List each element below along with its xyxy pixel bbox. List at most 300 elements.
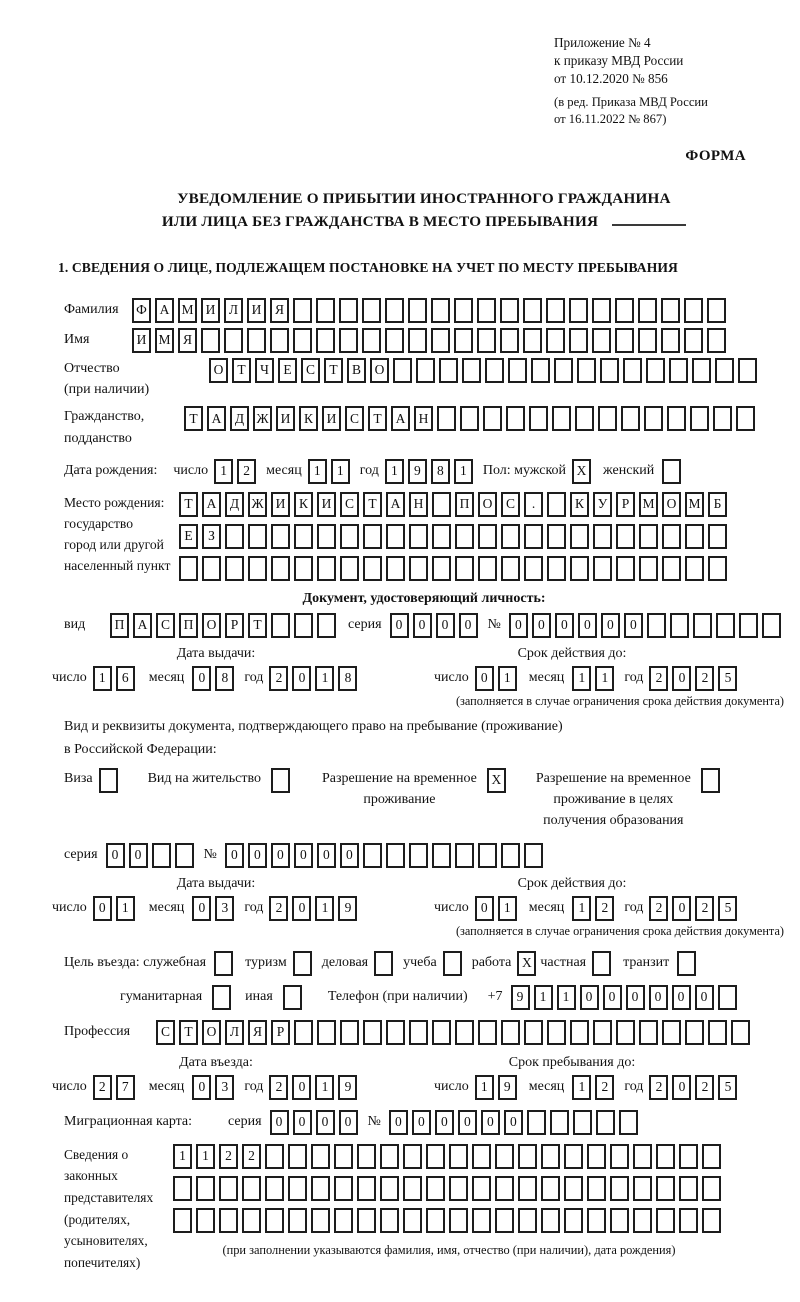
- char-box[interactable]: [570, 1020, 589, 1045]
- char-box[interactable]: [501, 556, 520, 581]
- char-box[interactable]: [500, 298, 519, 323]
- char-box[interactable]: 2: [649, 1075, 668, 1100]
- char-box[interactable]: 1: [595, 666, 614, 691]
- char-box[interactable]: М: [155, 328, 174, 353]
- sex-female-checkbox[interactable]: [662, 459, 681, 484]
- char-box[interactable]: [294, 613, 313, 638]
- char-box[interactable]: [175, 843, 194, 868]
- char-box[interactable]: [598, 406, 617, 431]
- char-box[interactable]: 0: [412, 1110, 431, 1135]
- char-box[interactable]: [362, 298, 381, 323]
- char-box[interactable]: А: [386, 492, 405, 517]
- char-box[interactable]: 1: [534, 985, 553, 1010]
- char-box[interactable]: [455, 556, 474, 581]
- char-box[interactable]: [518, 1144, 537, 1169]
- char-box[interactable]: Ф: [132, 298, 151, 323]
- char-box[interactable]: [311, 1208, 330, 1233]
- char-box[interactable]: 2: [269, 666, 288, 691]
- char-box[interactable]: [716, 613, 735, 638]
- char-box[interactable]: [478, 843, 497, 868]
- char-box[interactable]: [573, 1110, 592, 1135]
- char-box[interactable]: [685, 524, 704, 549]
- char-box[interactable]: И: [132, 328, 151, 353]
- char-box[interactable]: [439, 358, 458, 383]
- char-box[interactable]: [529, 406, 548, 431]
- char-box[interactable]: М: [685, 492, 704, 517]
- char-box[interactable]: [317, 613, 336, 638]
- char-box[interactable]: [449, 1144, 468, 1169]
- char-box[interactable]: [644, 406, 663, 431]
- char-box[interactable]: [386, 524, 405, 549]
- char-box[interactable]: [265, 1144, 284, 1169]
- char-box[interactable]: 0: [270, 1110, 289, 1135]
- char-box[interactable]: 2: [93, 1075, 112, 1100]
- char-box[interactable]: [550, 1110, 569, 1135]
- char-box[interactable]: [386, 843, 405, 868]
- char-box[interactable]: 0: [509, 613, 528, 638]
- char-box[interactable]: 5: [718, 666, 737, 691]
- char-box[interactable]: 2: [695, 666, 714, 691]
- char-box[interactable]: 9: [338, 1075, 357, 1100]
- char-box[interactable]: [707, 298, 726, 323]
- char-box[interactable]: [587, 1176, 606, 1201]
- char-box[interactable]: 1: [93, 666, 112, 691]
- char-box[interactable]: [656, 1176, 675, 1201]
- char-box[interactable]: [431, 328, 450, 353]
- char-box[interactable]: [610, 1208, 629, 1233]
- char-box[interactable]: [506, 406, 525, 431]
- visa-checkbox[interactable]: [99, 768, 118, 793]
- char-box[interactable]: [762, 613, 781, 638]
- char-box[interactable]: 2: [219, 1144, 238, 1169]
- char-box[interactable]: Л: [225, 1020, 244, 1045]
- char-box[interactable]: [524, 556, 543, 581]
- char-box[interactable]: [546, 328, 565, 353]
- char-box[interactable]: 0: [603, 985, 622, 1010]
- char-box[interactable]: [173, 1176, 192, 1201]
- char-box[interactable]: 5: [718, 1075, 737, 1100]
- char-box[interactable]: [564, 1208, 583, 1233]
- char-box[interactable]: [541, 1144, 560, 1169]
- char-box[interactable]: [600, 358, 619, 383]
- char-box[interactable]: Я: [270, 298, 289, 323]
- char-box[interactable]: [524, 524, 543, 549]
- char-box[interactable]: [242, 1208, 261, 1233]
- edu-residence-checkbox[interactable]: [701, 768, 720, 793]
- char-box[interactable]: [587, 1144, 606, 1169]
- char-box[interactable]: [478, 524, 497, 549]
- char-box[interactable]: [472, 1144, 491, 1169]
- char-box[interactable]: 1: [572, 896, 591, 921]
- char-box[interactable]: [478, 1020, 497, 1045]
- char-box[interactable]: [454, 298, 473, 323]
- char-box[interactable]: 5: [718, 896, 737, 921]
- char-box[interactable]: 0: [316, 1110, 335, 1135]
- char-box[interactable]: Т: [368, 406, 387, 431]
- char-box[interactable]: [633, 1176, 652, 1201]
- char-box[interactable]: [569, 298, 588, 323]
- char-box[interactable]: [531, 358, 550, 383]
- char-box[interactable]: [552, 406, 571, 431]
- char-box[interactable]: 1: [196, 1144, 215, 1169]
- char-box[interactable]: [616, 556, 635, 581]
- temp-residence-checkbox[interactable]: X: [487, 768, 506, 793]
- char-box[interactable]: [592, 298, 611, 323]
- char-box[interactable]: 0: [390, 613, 409, 638]
- char-box[interactable]: [334, 1144, 353, 1169]
- char-box[interactable]: [179, 556, 198, 581]
- char-box[interactable]: [485, 358, 504, 383]
- char-box[interactable]: [219, 1208, 238, 1233]
- char-box[interactable]: 0: [271, 843, 290, 868]
- char-box[interactable]: 1: [173, 1144, 192, 1169]
- char-box[interactable]: [265, 1176, 284, 1201]
- char-box[interactable]: [380, 1144, 399, 1169]
- char-box[interactable]: [316, 298, 335, 323]
- char-box[interactable]: [477, 328, 496, 353]
- purpose-transit-checkbox[interactable]: [677, 951, 696, 976]
- char-box[interactable]: К: [299, 406, 318, 431]
- char-box[interactable]: 1: [315, 896, 334, 921]
- char-box[interactable]: [393, 358, 412, 383]
- char-box[interactable]: [593, 1020, 612, 1045]
- char-box[interactable]: [495, 1176, 514, 1201]
- char-box[interactable]: [524, 843, 543, 868]
- char-box[interactable]: 0: [294, 843, 313, 868]
- char-box[interactable]: [340, 556, 359, 581]
- char-box[interactable]: [385, 328, 404, 353]
- char-box[interactable]: [669, 358, 688, 383]
- char-box[interactable]: У: [593, 492, 612, 517]
- char-box[interactable]: [271, 556, 290, 581]
- char-box[interactable]: 0: [292, 896, 311, 921]
- char-box[interactable]: М: [178, 298, 197, 323]
- char-box[interactable]: А: [202, 492, 221, 517]
- char-box[interactable]: 1: [498, 666, 517, 691]
- char-box[interactable]: 2: [695, 1075, 714, 1100]
- char-box[interactable]: [661, 298, 680, 323]
- char-box[interactable]: [271, 613, 290, 638]
- char-box[interactable]: [693, 613, 712, 638]
- char-box[interactable]: [547, 524, 566, 549]
- char-box[interactable]: [570, 524, 589, 549]
- char-box[interactable]: П: [179, 613, 198, 638]
- char-box[interactable]: [541, 1176, 560, 1201]
- char-box[interactable]: [547, 1020, 566, 1045]
- char-box[interactable]: [317, 556, 336, 581]
- char-box[interactable]: [357, 1176, 376, 1201]
- purpose-other-checkbox[interactable]: [283, 985, 302, 1010]
- char-box[interactable]: С: [345, 406, 364, 431]
- char-box[interactable]: 1: [308, 459, 327, 484]
- char-box[interactable]: О: [662, 492, 681, 517]
- char-box[interactable]: [495, 1144, 514, 1169]
- char-box[interactable]: [593, 556, 612, 581]
- char-box[interactable]: [684, 328, 703, 353]
- char-box[interactable]: А: [133, 613, 152, 638]
- char-box[interactable]: [317, 524, 336, 549]
- purpose-study-checkbox[interactable]: [443, 951, 462, 976]
- char-box[interactable]: [334, 1208, 353, 1233]
- char-box[interactable]: [524, 1020, 543, 1045]
- char-box[interactable]: [431, 298, 450, 323]
- char-box[interactable]: [340, 524, 359, 549]
- char-box[interactable]: [294, 556, 313, 581]
- char-box[interactable]: [731, 1020, 750, 1045]
- char-box[interactable]: 0: [292, 666, 311, 691]
- char-box[interactable]: [455, 843, 474, 868]
- char-box[interactable]: [196, 1176, 215, 1201]
- char-box[interactable]: [317, 1020, 336, 1045]
- char-box[interactable]: О: [202, 613, 221, 638]
- char-box[interactable]: В: [347, 358, 366, 383]
- char-box[interactable]: Б: [708, 492, 727, 517]
- char-box[interactable]: [219, 1176, 238, 1201]
- char-box[interactable]: [713, 406, 732, 431]
- char-box[interactable]: 9: [408, 459, 427, 484]
- char-box[interactable]: 0: [624, 613, 643, 638]
- char-box[interactable]: [564, 1176, 583, 1201]
- char-box[interactable]: [569, 328, 588, 353]
- char-box[interactable]: Т: [324, 358, 343, 383]
- char-box[interactable]: И: [322, 406, 341, 431]
- char-box[interactable]: [546, 298, 565, 323]
- char-box[interactable]: 2: [269, 1075, 288, 1100]
- char-box[interactable]: Л: [224, 298, 243, 323]
- char-box[interactable]: [662, 1020, 681, 1045]
- char-box[interactable]: П: [110, 613, 129, 638]
- char-box[interactable]: Т: [179, 492, 198, 517]
- char-box[interactable]: [610, 1176, 629, 1201]
- char-box[interactable]: [638, 328, 657, 353]
- char-box[interactable]: [610, 1144, 629, 1169]
- char-box[interactable]: О: [209, 358, 228, 383]
- char-box[interactable]: [293, 328, 312, 353]
- char-box[interactable]: [692, 358, 711, 383]
- char-box[interactable]: 1: [385, 459, 404, 484]
- char-box[interactable]: А: [155, 298, 174, 323]
- char-box[interactable]: [477, 298, 496, 323]
- sex-male-checkbox[interactable]: X: [572, 459, 591, 484]
- char-box[interactable]: [363, 556, 382, 581]
- char-box[interactable]: 1: [331, 459, 350, 484]
- char-box[interactable]: 6: [116, 666, 135, 691]
- char-box[interactable]: [334, 1176, 353, 1201]
- char-box[interactable]: И: [247, 298, 266, 323]
- char-box[interactable]: [432, 524, 451, 549]
- char-box[interactable]: [339, 328, 358, 353]
- char-box[interactable]: [462, 358, 481, 383]
- char-box[interactable]: 3: [215, 896, 234, 921]
- char-box[interactable]: [483, 406, 502, 431]
- char-box[interactable]: 0: [106, 843, 125, 868]
- char-box[interactable]: 0: [458, 1110, 477, 1135]
- char-box[interactable]: [449, 1176, 468, 1201]
- char-box[interactable]: [501, 843, 520, 868]
- char-box[interactable]: [639, 1020, 658, 1045]
- char-box[interactable]: [455, 1020, 474, 1045]
- char-box[interactable]: С: [501, 492, 520, 517]
- char-box[interactable]: А: [391, 406, 410, 431]
- char-box[interactable]: И: [201, 298, 220, 323]
- char-box[interactable]: 0: [93, 896, 112, 921]
- char-box[interactable]: Т: [248, 613, 267, 638]
- char-box[interactable]: 0: [504, 1110, 523, 1135]
- char-box[interactable]: О: [202, 1020, 221, 1045]
- char-box[interactable]: [495, 1208, 514, 1233]
- char-box[interactable]: [739, 613, 758, 638]
- char-box[interactable]: [288, 1144, 307, 1169]
- purpose-business-checkbox[interactable]: [374, 951, 393, 976]
- char-box[interactable]: [225, 524, 244, 549]
- char-box[interactable]: [541, 1208, 560, 1233]
- char-box[interactable]: Ж: [248, 492, 267, 517]
- char-box[interactable]: [202, 556, 221, 581]
- char-box[interactable]: [385, 298, 404, 323]
- char-box[interactable]: [357, 1144, 376, 1169]
- char-box[interactable]: 9: [511, 985, 530, 1010]
- char-box[interactable]: 0: [317, 843, 336, 868]
- char-box[interactable]: [702, 1176, 721, 1201]
- char-box[interactable]: Т: [179, 1020, 198, 1045]
- char-box[interactable]: 0: [649, 985, 668, 1010]
- char-box[interactable]: К: [294, 492, 313, 517]
- char-box[interactable]: [426, 1144, 445, 1169]
- char-box[interactable]: [547, 556, 566, 581]
- char-box[interactable]: 2: [595, 1075, 614, 1100]
- char-box[interactable]: Д: [230, 406, 249, 431]
- char-box[interactable]: [523, 328, 542, 353]
- char-box[interactable]: [409, 556, 428, 581]
- char-box[interactable]: 1: [315, 666, 334, 691]
- char-box[interactable]: Р: [616, 492, 635, 517]
- char-box[interactable]: [432, 556, 451, 581]
- char-box[interactable]: .: [524, 492, 543, 517]
- char-box[interactable]: 0: [459, 613, 478, 638]
- char-box[interactable]: [340, 1020, 359, 1045]
- char-box[interactable]: [501, 524, 520, 549]
- char-box[interactable]: [224, 328, 243, 353]
- char-box[interactable]: 8: [338, 666, 357, 691]
- char-box[interactable]: Р: [271, 1020, 290, 1045]
- char-box[interactable]: 0: [413, 613, 432, 638]
- char-box[interactable]: 8: [215, 666, 234, 691]
- char-box[interactable]: [708, 556, 727, 581]
- char-box[interactable]: 0: [695, 985, 714, 1010]
- char-box[interactable]: [242, 1176, 261, 1201]
- char-box[interactable]: 0: [475, 896, 494, 921]
- char-box[interactable]: [592, 328, 611, 353]
- char-box[interactable]: [380, 1176, 399, 1201]
- char-box[interactable]: [662, 556, 681, 581]
- char-box[interactable]: [623, 358, 642, 383]
- char-box[interactable]: [311, 1176, 330, 1201]
- char-box[interactable]: Н: [409, 492, 428, 517]
- char-box[interactable]: 1: [315, 1075, 334, 1100]
- char-box[interactable]: [621, 406, 640, 431]
- char-box[interactable]: [685, 556, 704, 581]
- char-box[interactable]: [661, 328, 680, 353]
- char-box[interactable]: [293, 298, 312, 323]
- char-box[interactable]: [633, 1144, 652, 1169]
- char-box[interactable]: 2: [242, 1144, 261, 1169]
- char-box[interactable]: Я: [248, 1020, 267, 1045]
- char-box[interactable]: [288, 1208, 307, 1233]
- char-box[interactable]: [577, 358, 596, 383]
- char-box[interactable]: 0: [340, 843, 359, 868]
- purpose-work-checkbox[interactable]: X: [517, 951, 536, 976]
- char-box[interactable]: [426, 1208, 445, 1233]
- char-box[interactable]: Т: [184, 406, 203, 431]
- char-box[interactable]: [615, 298, 634, 323]
- char-box[interactable]: [403, 1208, 422, 1233]
- char-box[interactable]: 0: [626, 985, 645, 1010]
- char-box[interactable]: [518, 1176, 537, 1201]
- char-box[interactable]: А: [207, 406, 226, 431]
- char-box[interactable]: [357, 1208, 376, 1233]
- char-box[interactable]: [362, 328, 381, 353]
- char-box[interactable]: [380, 1208, 399, 1233]
- char-box[interactable]: [670, 613, 689, 638]
- char-box[interactable]: [554, 358, 573, 383]
- char-box[interactable]: 1: [498, 896, 517, 921]
- char-box[interactable]: [152, 843, 171, 868]
- char-box[interactable]: Я: [178, 328, 197, 353]
- char-box[interactable]: Ч: [255, 358, 274, 383]
- char-box[interactable]: [432, 492, 451, 517]
- char-box[interactable]: [639, 556, 658, 581]
- char-box[interactable]: [409, 1020, 428, 1045]
- char-box[interactable]: [363, 524, 382, 549]
- char-box[interactable]: [708, 524, 727, 549]
- char-box[interactable]: 0: [192, 666, 211, 691]
- char-box[interactable]: М: [639, 492, 658, 517]
- char-box[interactable]: 0: [248, 843, 267, 868]
- char-box[interactable]: [518, 1208, 537, 1233]
- char-box[interactable]: 2: [269, 896, 288, 921]
- char-box[interactable]: [409, 843, 428, 868]
- char-box[interactable]: 9: [498, 1075, 517, 1100]
- char-box[interactable]: [656, 1208, 675, 1233]
- char-box[interactable]: 0: [672, 1075, 691, 1100]
- char-box[interactable]: [547, 492, 566, 517]
- char-box[interactable]: [455, 524, 474, 549]
- char-box[interactable]: [667, 406, 686, 431]
- purpose-tourism-checkbox[interactable]: [293, 951, 312, 976]
- char-box[interactable]: 7: [116, 1075, 135, 1100]
- char-box[interactable]: 9: [338, 896, 357, 921]
- purpose-humanitarian-checkbox[interactable]: [212, 985, 231, 1010]
- char-box[interactable]: [679, 1176, 698, 1201]
- char-box[interactable]: [426, 1176, 445, 1201]
- char-box[interactable]: [702, 1144, 721, 1169]
- char-box[interactable]: [702, 1208, 721, 1233]
- char-box[interactable]: [432, 843, 451, 868]
- char-box[interactable]: [316, 328, 335, 353]
- char-box[interactable]: [478, 556, 497, 581]
- char-box[interactable]: С: [340, 492, 359, 517]
- char-box[interactable]: 2: [649, 896, 668, 921]
- char-box[interactable]: [386, 1020, 405, 1045]
- char-box[interactable]: [247, 328, 266, 353]
- char-box[interactable]: 0: [555, 613, 574, 638]
- char-box[interactable]: [738, 358, 757, 383]
- char-box[interactable]: [575, 406, 594, 431]
- char-box[interactable]: 0: [436, 613, 455, 638]
- char-box[interactable]: [527, 1110, 546, 1135]
- char-box[interactable]: И: [317, 492, 336, 517]
- char-box[interactable]: [715, 358, 734, 383]
